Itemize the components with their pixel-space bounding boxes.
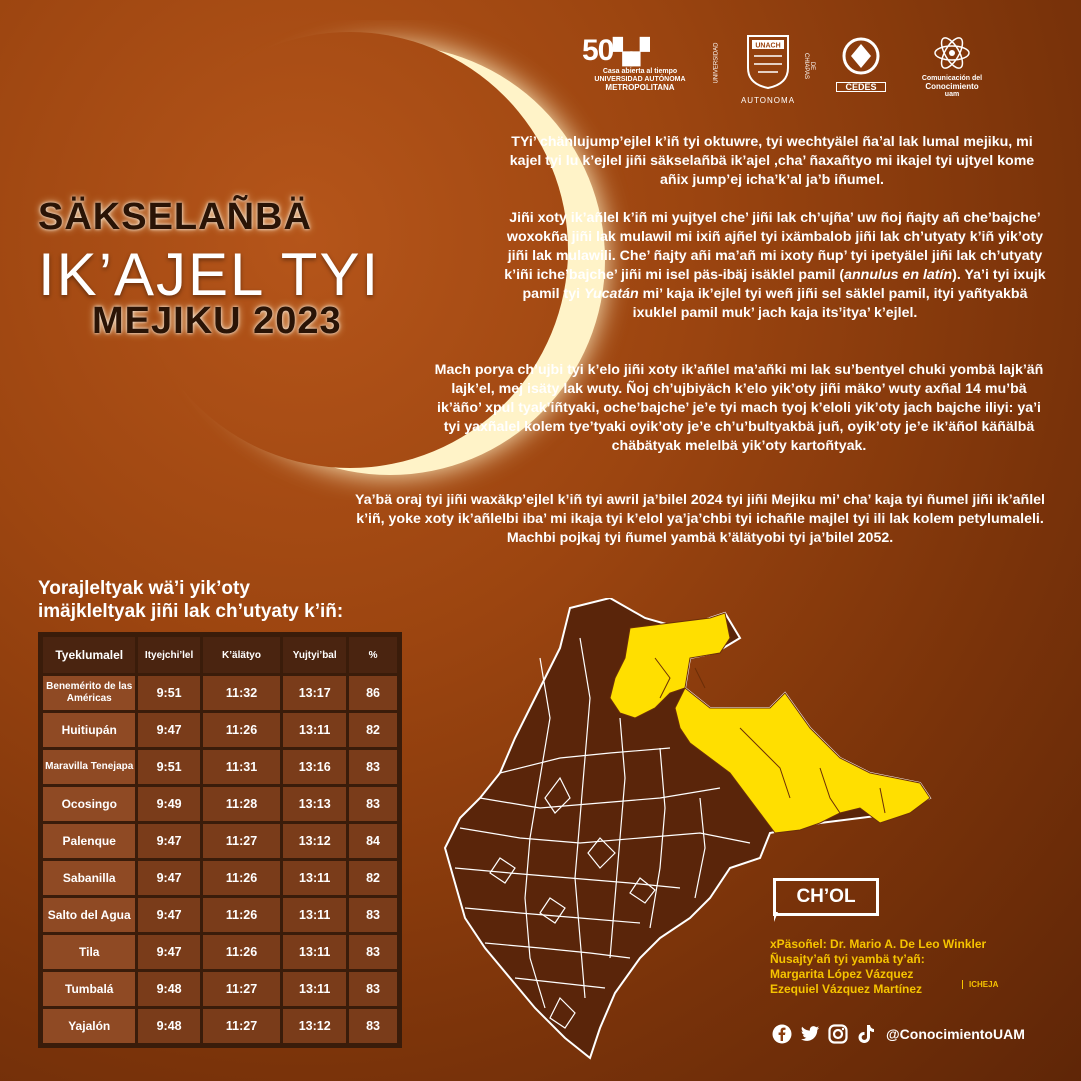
cell-start: 9:49 — [138, 787, 199, 821]
language-badge: CH’OL — [773, 878, 879, 916]
table-header-row — [43, 637, 397, 673]
uam-50-number: 50 — [582, 34, 614, 67]
cell-max: 11:26 — [203, 898, 281, 932]
cell-percent: 83 — [349, 972, 397, 1006]
cell-start: 9:48 — [138, 1009, 199, 1043]
cell-place: Tumbalá — [43, 972, 135, 1006]
table-row — [43, 787, 397, 821]
credits-translator-2: Ezequiel Vázquez Martínez — [770, 982, 923, 996]
unach-top: UNACH — [755, 42, 781, 50]
cell-end: 13:12 — [283, 1009, 346, 1043]
table-title-line1: Yorajleltyak wä’i yik’oty — [38, 578, 250, 599]
instagram-icon[interactable] — [828, 1024, 848, 1044]
cedes-emblem-icon — [841, 36, 881, 76]
cell-place: Ocosingo — [43, 787, 135, 821]
cell-percent: 83 — [349, 787, 397, 821]
header-start: Ityejchi’lel — [138, 637, 199, 673]
credits-org: ICHEJA — [962, 980, 998, 989]
cell-place: Huitiupán — [43, 713, 135, 747]
paragraph-2-text-c: mi’ kaja ik’ejlel tyi weñ jiñi sel säklel pamil, ityi yañtyakbä ixuklel pamil muk’ jach kaja its’itya’ k’ejlel. — [632, 286, 1028, 321]
ccuam-line3: uam — [944, 91, 960, 98]
cell-start: 9:47 — [138, 861, 199, 895]
cell-max: 11:27 — [203, 824, 281, 858]
paragraph-4: Ya’bä oraj tyi jiñi waxäkp’ejlel k’iñ tyi awril ja’bilel 2024 tyi jiñi Mejiku mi’ cha’ kaja tyi ñumel jiñi ik’añlel k’iñ, yoke xoty ik’añlelbi iba’ mi ikaja tyi k’elol ya’ja’chbi tyi ichañle majlel tyi ili lak kolem petylumaleli. Machbi pojkaj tyi ñumel yambä k’älätyobi tyi ja’bilel 2052. — [355, 492, 1045, 546]
title-line1: SÄKSELAÑBÄ — [38, 196, 312, 238]
paragraph-2-text-b: ). Ya’i tyi ixujk pamil tyi — [522, 267, 1046, 302]
table-row — [43, 713, 397, 747]
cell-start: 9:51 — [138, 676, 199, 710]
cell-place: Salto del Agua — [43, 898, 135, 932]
credits — [770, 937, 986, 997]
table-row — [43, 1009, 397, 1043]
cell-end: 13:13 — [283, 787, 346, 821]
paragraph-3: Mach porya ch’ujbi tyi k’elo jiñi xoty ik’añlel ma’añki mi lak su’bentyel chuki yombä lajk’äñ lajk’el, mej isäty lak wuty. Ñoj ch’ujbiyäch k’elo yik’oty jiñi mäko’ wuty axñal 14 mu’bä ik’äño’ xpul tyak’iñtyaki, oche’bajche’ je’e tyi mach tyoj k’eloli yik’oty jach bajche iliyi: ya’i tyi yaxñalel kolem tye’tyaki oyik’oty je’e ch’u’bultyakbä juñ, oyik’oty je’e ik’äñol käñälbä chäbätyak melelbä yik’oty kartoñtyak. — [434, 362, 1044, 454]
table-title — [38, 577, 343, 623]
cell-end: 13:12 — [283, 824, 346, 858]
cell-place: Maravilla Tenejapa — [43, 750, 135, 784]
cell-end: 13:11 — [283, 713, 346, 747]
credits-translation-label: Ñusajty’añ tyi yambä ty’añ: — [770, 952, 925, 966]
cell-percent: 86 — [349, 676, 397, 710]
tiktok-icon[interactable] — [856, 1024, 876, 1044]
paragraph-1: TYi’ chänlujump’ejlel k’iñ tyi oktuwre, tyi wechtyälel ñaʼal lak lumal mejiku, mi kajel tyi lu k’ejlel jiñi säkselañbä ik’ajel ,cha’ ñaxañtyo mi ikajel tyi ujtyel kome añix jump’ej icha’k’al ja’b iñumel. — [509, 134, 1035, 188]
atom-icon — [932, 36, 972, 70]
table-title-line2: imäjkleltyak jiñi lak ch’utyaty k’iñ: — [38, 601, 344, 622]
table-row — [43, 935, 397, 969]
cell-percent: 83 — [349, 898, 397, 932]
cell-percent: 83 — [349, 935, 397, 969]
cedes-logo — [836, 36, 886, 92]
cell-percent: 82 — [349, 861, 397, 895]
cell-max: 11:27 — [203, 972, 281, 1006]
social-bar — [772, 1022, 1025, 1046]
paragraph-2-text-a: Jiñi xoty ik’añlel k’iñ mi yujtyel che’ jiñi lak ch’ujña’ uw ñoj ñajty añ che’bajche’ woxokña jiñi lak mulawil mi ixiñ ajñel tyi ixämbalob jiñi lak ch’utyaty k’iñ yik’oty jiñi lak mulawili. Che’ ñajty añi ma’añ mi ixoty ñup’ tyi ipetyälel jiñi lak ch’utyaty k’iñi iche’bajche’ jiñi mi isel päs-ibäj isäklel pamil ( — [504, 210, 1044, 283]
unach-right: DE CHIAPAS — [802, 53, 815, 79]
uam-line3: METROPOLITANA — [605, 83, 675, 92]
cell-end: 13:11 — [283, 898, 346, 932]
cell-start: 9:47 — [138, 935, 199, 969]
cell-percent: 83 — [349, 1009, 397, 1043]
cell-start: 9:47 — [138, 898, 199, 932]
cell-max: 11:31 — [203, 750, 281, 784]
cell-max: 11:26 — [203, 861, 281, 895]
table-row — [43, 824, 397, 858]
unach-logo — [713, 32, 820, 106]
cell-max: 11:27 — [203, 1009, 281, 1043]
uam-mark-icon: ▚▞ — [613, 39, 649, 66]
comunicacion-uam-logo — [918, 36, 986, 99]
table-row — [43, 861, 397, 895]
uam-line2: UNIVERSIDAD AUTÓNOMA — [594, 76, 686, 83]
table-row — [43, 750, 397, 784]
cell-start: 9:47 — [138, 713, 199, 747]
cell-max: 11:32 — [203, 676, 281, 710]
header-max: K’älätyo — [203, 637, 281, 673]
header-percent: % — [349, 637, 397, 673]
paragraph-2-italic-annulus: annulus en latín — [844, 267, 953, 283]
cell-start: 9:47 — [138, 824, 199, 858]
cedes-label: CEDES — [836, 82, 886, 92]
cell-percent: 83 — [349, 750, 397, 784]
cell-start: 9:48 — [138, 972, 199, 1006]
cell-max: 11:26 — [203, 935, 281, 969]
header-place: Tyeklumalel — [43, 637, 135, 673]
social-handle[interactable]: @ConocimientoUAM — [886, 1026, 1025, 1042]
title-line2: IK’AJEL TYI — [38, 241, 381, 308]
paragraph-2-italic-yucatan: Yucatán — [584, 286, 639, 302]
cell-percent: 82 — [349, 713, 397, 747]
ccuam-line2: Conocimiento — [925, 82, 979, 91]
cell-max: 11:26 — [203, 713, 281, 747]
table-row — [43, 972, 397, 1006]
paragraph-2 — [500, 209, 1050, 323]
table-row — [43, 676, 397, 710]
cell-end: 13:11 — [283, 861, 346, 895]
uam-line1: Casa abierta al tiempo — [602, 68, 678, 75]
unach-bottom: AUTONOMA — [740, 96, 796, 105]
twitter-icon[interactable] — [800, 1024, 820, 1044]
facebook-icon[interactable] — [772, 1024, 792, 1044]
cell-end: 13:11 — [283, 972, 346, 1006]
cell-percent: 84 — [349, 824, 397, 858]
cell-place: Benemérito de las Américas — [43, 676, 135, 710]
table-row — [43, 898, 397, 932]
eclipse-times-table — [38, 632, 402, 1048]
ccuam-line1: Comunicación del — [921, 75, 983, 82]
speech-tail-icon — [774, 912, 790, 924]
credits-translator-1: Margarita López Vázquez — [770, 967, 914, 981]
uam-50-logo — [582, 36, 698, 92]
credits-author: xPäsoñel: Dr. Mario A. De Leo Winkler — [770, 937, 987, 951]
cell-place: Palenque — [43, 824, 135, 858]
cell-place: Tila — [43, 935, 135, 969]
cell-end: 13:17 — [283, 676, 346, 710]
cell-start: 9:51 — [138, 750, 199, 784]
cell-place: Sabanilla — [43, 861, 135, 895]
cell-end: 13:11 — [283, 935, 346, 969]
cell-max: 11:28 — [203, 787, 281, 821]
cell-place: Yajalón — [43, 1009, 135, 1043]
unach-shield-icon — [746, 34, 790, 90]
cell-end: 13:16 — [283, 750, 346, 784]
title-line3: MEJIKU 2023 — [92, 300, 342, 342]
header-end: Yujtyi’bal — [283, 637, 346, 673]
unach-left: UNIVERSIDAD — [713, 42, 720, 84]
